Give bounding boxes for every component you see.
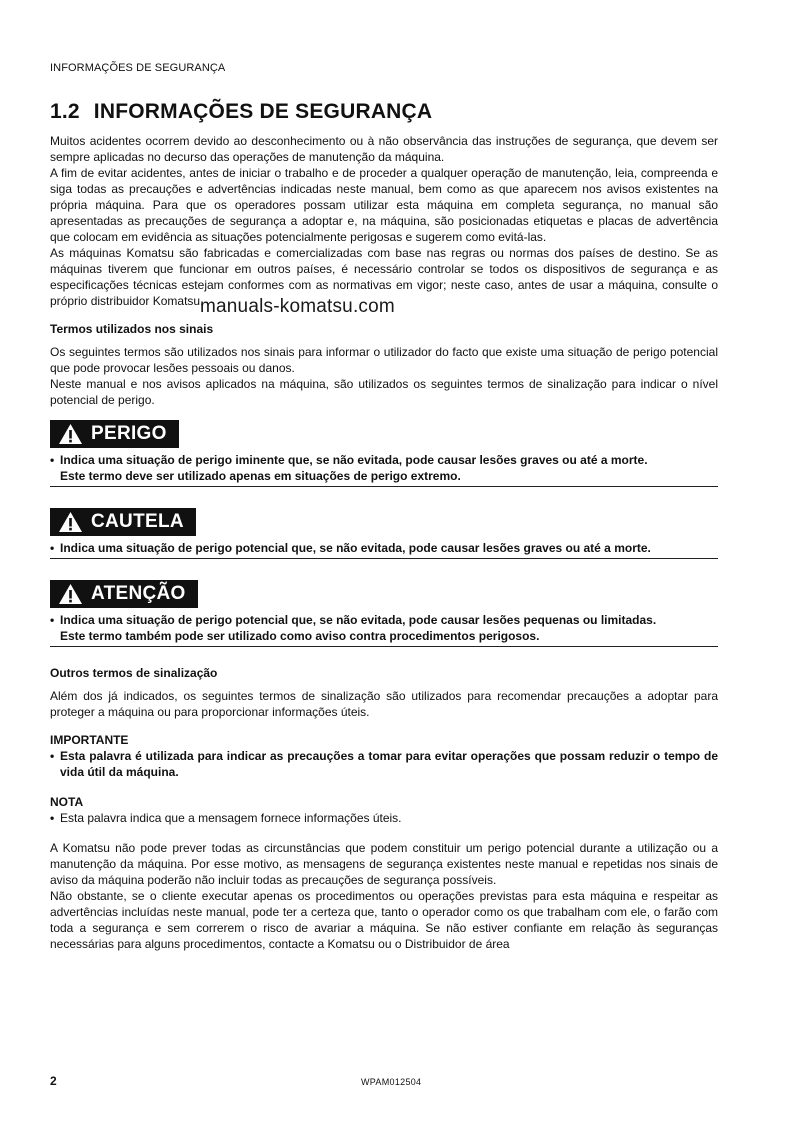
bullet-icon: • xyxy=(50,613,55,627)
nota-text: Esta palavra indica que a mensagem fornece informações úteis. xyxy=(60,811,402,825)
warning-text xyxy=(50,612,718,644)
warning-label xyxy=(50,580,198,608)
other-terms-heading: Outros termos de sinalização xyxy=(50,666,218,680)
intro-paragraph: As máquinas Komatsu são fabricadas e comercializadas com base nas regras ou normas dos países de destino. Se as máquinas tiverem que funcionar em outros países, é necessário controlar se todos os dispositivos de segurança e as especificações técnicas estejam conformes com as normativas em vigor; neste caso, antes de usar a máquina, consulte o próprio distribuidor Komatsu. xyxy=(50,246,718,308)
warning-block-atencao xyxy=(50,580,718,647)
warning-triangle-icon xyxy=(58,511,83,533)
warning-block-perigo xyxy=(50,420,718,487)
bullet-icon: • xyxy=(50,811,55,825)
warning-label-text: ATENÇÃO xyxy=(91,583,186,604)
running-header: INFORMAÇÕES DE SEGURANÇA xyxy=(50,62,226,74)
warning-label-text: CAUTELA xyxy=(91,511,184,532)
warning-text xyxy=(50,540,718,556)
warning-label xyxy=(50,420,179,448)
section-title xyxy=(50,100,432,124)
closing-paragraph: A Komatsu não pode prever todas as circunstâncias que podem constituir um perigo potencial durante a utilização ou a manutenção da máquina. Por esse motivo, as mensagens de segurança existentes neste manual e repetidas nos sinais de aviso da máquina poderão não incluir todas as precauções de segurança possíveis. xyxy=(50,841,718,887)
terms-paragraph: Os seguintes termos são utilizados nos sinais para informar o utilizador do facto que existe uma situação de perigo potencial que pode provocar lesões pessoais ou danos. xyxy=(50,345,718,375)
importante-text: Esta palavra é utilizada para indicar as precauções a tomar para evitar operações que possam reduzir o tempo de vida útil da máquina. xyxy=(60,749,718,779)
nota-heading: NOTA xyxy=(50,795,84,809)
warning-label-text: PERIGO xyxy=(91,423,167,444)
warning-line: Este termo também pode ser utilizado como aviso contra procedimentos perigosos. xyxy=(60,629,540,643)
warning-triangle-icon xyxy=(58,423,83,445)
bullet-icon: • xyxy=(50,749,55,763)
warning-line: Indica uma situação de perigo iminente que, se não evitada, pode causar lesões graves ou até a morte. xyxy=(60,453,648,467)
warning-block-cautela xyxy=(50,508,718,559)
intro-paragraph: A fim de evitar acidentes, antes de iniciar o trabalho e de proceder a qualquer operação de manutenção, leia, compreenda e siga todas as precauções e advertências indicadas neste manual, bem como as que aparecem nos avisos existentes na própria máquina. Para que os operadores possam utilizar esta máquina em completa segurança, no manual são apresentadas as precauções de segurança a adoptar e, na máquina, são posicionadas etiquetas e placas de advertência que colocam em evidência as situações potencialmente perigosas e sugerem como evitá-las. xyxy=(50,166,718,244)
section-number: 1.2 xyxy=(50,100,80,123)
section-title-text: INFORMAÇÕES DE SEGURANÇA xyxy=(93,100,433,123)
bullet-icon: • xyxy=(50,453,55,467)
warning-text xyxy=(50,452,718,484)
nota-item xyxy=(50,810,718,826)
other-terms-paragraph: Além dos já indicados, os seguintes termos de sinalização são utilizados para recomendar precauções a adoptar para proteger a máquina ou para proporcionar informações úteis. xyxy=(50,689,718,719)
main-content xyxy=(50,133,718,952)
warning-line: Indica uma situação de perigo potencial que, se não evitada, pode causar lesões graves ou até a morte. xyxy=(60,541,651,555)
warning-triangle-icon xyxy=(58,583,83,605)
warning-line: Este termo deve ser utilizado apenas em situações de perigo extremo. xyxy=(60,469,461,483)
closing-paragraph: Não obstante, se o cliente executar apenas os procedimentos ou operações previstas para esta máquina e respeitar as advertências incluídas neste manual, pode ter a certeza que, tanto o operador como os que trabalham com ele, o farão com toda a segurança e sem correrem o risco de avariar a máquina. Se não estiver confiante em relação às seguranças necessárias para alguns procedimentos, contacte a Komatsu ou o Distribuidor de área xyxy=(50,889,718,951)
importante-item xyxy=(50,748,718,780)
page-number: 2 xyxy=(50,1074,57,1088)
terms-heading: Termos utilizados nos sinais xyxy=(50,322,214,336)
bullet-icon: • xyxy=(50,541,55,555)
intro-paragraph: Muitos acidentes ocorrem devido ao desconhecimento ou à não observância das instruções de segurança, que devem ser sempre aplicadas no decurso das operações de manutenção da máquina. xyxy=(50,134,718,164)
warning-line: Indica uma situação de perigo potencial que, se não evitada, pode causar lesões pequenas ou limitadas. xyxy=(60,613,657,627)
importante-heading: IMPORTANTE xyxy=(50,733,129,747)
document-code: WPAM012504 xyxy=(361,1077,422,1087)
watermark: manuals-komatsu.com xyxy=(200,296,395,317)
terms-paragraph: Neste manual e nos avisos aplicados na máquina, são utilizados os seguintes termos de sinalização para indicar o nível potencial de perigo. xyxy=(50,377,718,407)
warning-label xyxy=(50,508,196,536)
